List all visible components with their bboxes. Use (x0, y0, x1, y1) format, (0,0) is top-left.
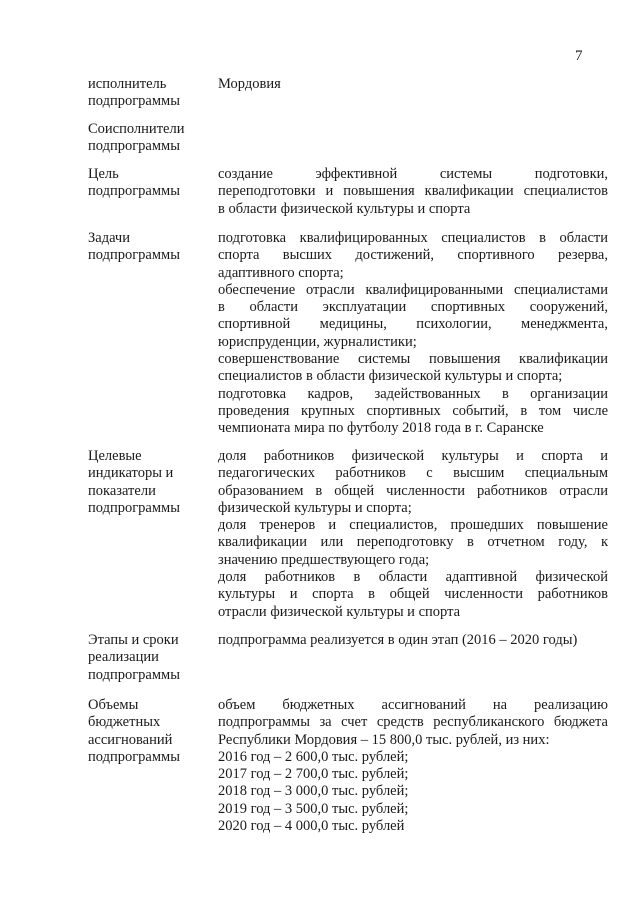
label-line: подпрограммы (88, 499, 180, 516)
label-line: Объемы (88, 697, 139, 713)
row-label (88, 230, 208, 265)
value-line: совершенствование системы повышения квалификации (218, 351, 608, 368)
label-line: Целевые (88, 448, 142, 464)
value-line: физической культуры и спорта; (218, 499, 412, 516)
row-label (88, 166, 208, 201)
value-line: 2017 год – 2 700,0 тыс. рублей; (218, 766, 409, 783)
row-label (88, 697, 208, 766)
value-line: значению предшествующего года; (218, 551, 430, 568)
value-line: доля тренеров и специалистов, прошедших повышение (218, 517, 608, 534)
row-label (88, 121, 208, 156)
value-line: 2016 год – 2 600,0 тыс. рублей; (218, 748, 409, 765)
row-label (88, 632, 208, 684)
label-line: ассигнований (88, 731, 173, 748)
label-line: реализации (88, 649, 159, 666)
page-number: 7 (575, 48, 583, 64)
label-line: показатели (88, 482, 156, 499)
label-line: подпрограммы (88, 93, 180, 110)
label-line: подпрограммы (88, 748, 180, 765)
row-value (218, 448, 608, 621)
value-line: специалистов в области физической культуры и спорта; (218, 368, 563, 385)
value-line: образованием в общей численности работников отрасли (218, 482, 608, 499)
label-line: подпрограммы (88, 183, 180, 200)
value-line: подпрограмма реализуется в один этап (2016 – 2020 годы) (218, 632, 578, 648)
value-line: чемпионата мира по футболу 2018 года в г. Саранске (218, 420, 544, 437)
value-line: подготовка квалифицированных специалистов в области (218, 230, 608, 246)
row-label (88, 448, 208, 517)
value-line: квалификации или переподготовку в отчетном году, к (218, 534, 608, 551)
label-line: подпрограммы (88, 138, 180, 155)
value-line: доля работников физической культуры и спорта и (218, 448, 608, 464)
label-line: Задачи (88, 230, 130, 246)
value-line: спортивной медицины, психологии, менеджмента, (218, 316, 608, 333)
value-line: создание эффективной системы подготовки, (218, 166, 608, 182)
value-line: 2018 год – 3 000,0 тыс. рублей; (218, 783, 409, 800)
label-line: бюджетных (88, 714, 161, 731)
value-line: объем бюджетных ассигнований на реализацию (218, 697, 608, 713)
value-line: юриспруденции, журналистики; (218, 333, 417, 350)
row-value (218, 230, 608, 438)
value-line: переподготовки и повышения квалификации специалистов (218, 183, 608, 200)
row-label (88, 76, 208, 111)
row-value (218, 166, 608, 218)
label-line: исполнитель (88, 76, 167, 92)
value-line: в области эксплуатации спортивных сооружений, (218, 299, 608, 316)
value-line: отрасли физической культуры и спорта (218, 603, 461, 620)
row-value (218, 632, 608, 649)
label-line: подпрограммы (88, 666, 180, 683)
value-line: 2019 год – 3 500,0 тыс. рублей; (218, 800, 409, 817)
value-line: педагогических работников с высшим специальным (218, 465, 608, 482)
value-line: в области физической культуры и спорта (218, 200, 471, 217)
value-line: проведения крупных спортивных событий, в том числе (218, 402, 608, 419)
row-value (218, 697, 608, 835)
label-line: индикаторы и (88, 465, 174, 482)
value-line: культуры и спорта в общей численности работников (218, 586, 608, 603)
value-line: адаптивного спорта; (218, 264, 344, 281)
label-line: Цель (88, 166, 119, 182)
value-line: подготовка кадров, задействованных в организации (218, 385, 608, 402)
value-line: доля работников в области адаптивной физической (218, 569, 608, 586)
label-line: подпрограммы (88, 247, 180, 264)
label-line: Этапы и сроки (88, 632, 179, 648)
value-line: подпрограммы за счет средств республиканского бюджета (218, 714, 608, 731)
label-line: Соисполнители (88, 121, 185, 137)
value-line: Мордовия (218, 76, 281, 92)
value-line: 2020 год – 4 000,0 тыс. рублей (218, 818, 405, 835)
value-line: спорта высших достижений, спортивного резерва, (218, 247, 608, 264)
value-line: обеспечение отрасли квалифицированными специалистами (218, 281, 608, 298)
row-value (218, 76, 608, 93)
value-line: Республики Мордовия – 15 800,0 тыс. рублей, из них: (218, 731, 550, 748)
